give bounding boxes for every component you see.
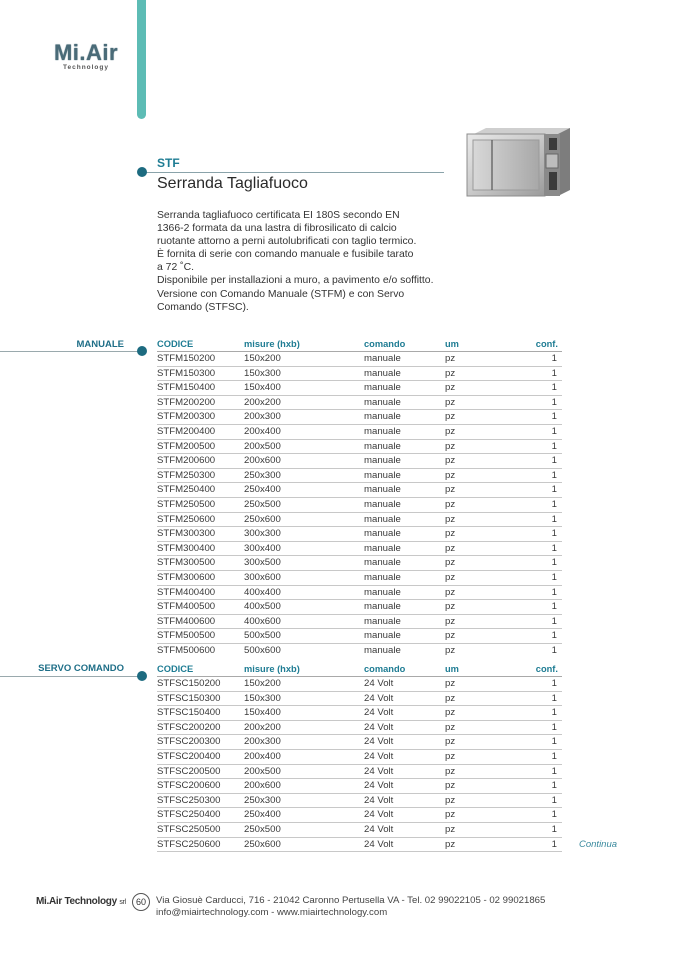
- accent-bar: [137, 0, 146, 119]
- continua-link[interactable]: Continua: [579, 839, 618, 850]
- cell-misure: 400x600: [244, 615, 281, 627]
- table-row: [157, 469, 562, 484]
- product-title: Serranda Tagliafuoco: [157, 175, 308, 192]
- cell-conf: 1: [551, 411, 557, 423]
- cell-misure: 200x300: [244, 736, 281, 748]
- cell-codice: STFM300600: [157, 571, 216, 583]
- section-divider: [0, 351, 142, 352]
- col-header-conf: conf.: [535, 339, 558, 349]
- cell-codice: STFM250600: [157, 513, 216, 525]
- cell-conf: 1: [551, 615, 557, 627]
- cell-codice: STFSC250400: [157, 809, 221, 821]
- table-row: [157, 808, 562, 823]
- cell-um: pz: [445, 644, 456, 656]
- logo-main-text: Mi.Air: [53, 40, 119, 65]
- cell-conf: 1: [551, 469, 557, 481]
- cell-um: pz: [445, 353, 456, 364]
- cell-codice: STFSC200400: [157, 750, 221, 762]
- cell-conf: 1: [551, 542, 557, 554]
- cell-comando: manuale: [364, 469, 401, 481]
- cell-comando: manuale: [364, 528, 401, 540]
- cell-um: pz: [445, 513, 456, 525]
- cell-misure: 150x200: [244, 353, 281, 364]
- cell-codice: STFM200200: [157, 396, 216, 408]
- cell-comando: 24 Volt: [364, 780, 394, 792]
- table-row: [157, 527, 562, 542]
- section-divider: [0, 676, 142, 677]
- cell-um: pz: [445, 382, 456, 394]
- table-row: [157, 644, 562, 659]
- footer-brand-suffix: srl: [119, 899, 126, 906]
- table-row: [157, 677, 562, 692]
- cell-conf: 1: [551, 601, 557, 613]
- product-code: STF: [157, 156, 180, 170]
- cell-misure: 200x400: [244, 425, 281, 437]
- cell-comando: manuale: [364, 382, 401, 394]
- col-header-um: um: [445, 339, 459, 349]
- table-row: [157, 440, 562, 455]
- logo-sub-text: Technology: [63, 64, 109, 71]
- cell-comando: manuale: [364, 542, 401, 554]
- cell-codice: STFSC150400: [157, 707, 221, 719]
- cell-conf: 1: [551, 721, 557, 733]
- cell-misure: 250x500: [244, 498, 281, 510]
- table-row: [157, 381, 562, 396]
- table-row: [157, 586, 562, 601]
- table-manuale: [157, 337, 562, 658]
- bullet-dot-icon: [137, 671, 147, 681]
- table-row: [157, 838, 562, 853]
- table-header: [157, 337, 562, 352]
- cell-um: pz: [445, 794, 456, 806]
- cell-conf: 1: [551, 644, 557, 656]
- table-servo-comando: [157, 662, 562, 852]
- cell-um: pz: [445, 396, 456, 408]
- cell-conf: 1: [551, 484, 557, 496]
- cell-codice: STFM150300: [157, 367, 216, 379]
- cell-comando: 24 Volt: [364, 765, 394, 777]
- cell-comando: manuale: [364, 498, 401, 510]
- cell-um: pz: [445, 542, 456, 554]
- table-row: [157, 352, 562, 367]
- cell-um: pz: [445, 571, 456, 583]
- description-line: Disponibile per installazioni a muro, a pavimento e/o soffitto.: [157, 275, 434, 287]
- cell-um: pz: [445, 736, 456, 748]
- table-row: [157, 692, 562, 707]
- cell-um: pz: [445, 440, 456, 452]
- title-divider: [142, 172, 444, 173]
- cell-misure: 250x300: [244, 794, 281, 806]
- cell-codice: STFSC200600: [157, 780, 221, 792]
- cell-codice: STFM300300: [157, 528, 216, 540]
- cell-um: pz: [445, 678, 456, 689]
- table-row: [157, 454, 562, 469]
- cell-codice: STFSC200200: [157, 721, 221, 733]
- cell-misure: 200x400: [244, 750, 281, 762]
- cell-comando: manuale: [364, 630, 401, 642]
- cell-comando: manuale: [364, 615, 401, 627]
- cell-codice: STFSC250300: [157, 794, 221, 806]
- table-row: [157, 425, 562, 440]
- cell-misure: 150x400: [244, 707, 281, 719]
- section-label-servo-comando: SERVO COMANDO: [38, 663, 124, 674]
- cell-codice: STFM250300: [157, 469, 216, 481]
- cell-comando: 24 Volt: [364, 692, 394, 704]
- cell-comando: 24 Volt: [364, 823, 394, 835]
- table-row: [157, 483, 562, 498]
- table-row: [157, 615, 562, 630]
- cell-misure: 200x500: [244, 440, 281, 452]
- table-header: [157, 662, 562, 677]
- cell-comando: manuale: [364, 513, 401, 525]
- cell-misure: 300x300: [244, 528, 281, 540]
- cell-comando: manuale: [364, 557, 401, 569]
- cell-um: pz: [445, 615, 456, 627]
- cell-codice: STFM200300: [157, 411, 216, 423]
- cell-um: pz: [445, 823, 456, 835]
- cell-codice: STFSC150200: [157, 678, 221, 689]
- cell-comando: manuale: [364, 411, 401, 423]
- description-line: Comando (STFSC).: [157, 301, 249, 313]
- cell-um: pz: [445, 411, 456, 423]
- col-header-misure: misure (hxb): [244, 339, 300, 349]
- table-row: [157, 779, 562, 794]
- cell-comando: manuale: [364, 601, 401, 613]
- cell-misure: 200x300: [244, 411, 281, 423]
- cell-codice: STFSC200300: [157, 736, 221, 748]
- cell-misure: 300x600: [244, 571, 281, 583]
- cell-misure: 200x600: [244, 455, 281, 467]
- cell-comando: manuale: [364, 571, 401, 583]
- description-line: ruotante attorno a perni autolubrificati con taglio termico.: [157, 236, 417, 248]
- table-row: [157, 556, 562, 571]
- description-line: È fornita di serie con comando manuale e fusibile tarato: [157, 249, 414, 261]
- col-header-codice: CODICE: [157, 664, 194, 674]
- table-row: [157, 706, 562, 721]
- cell-codice: STFM300400: [157, 542, 216, 554]
- cell-conf: 1: [551, 367, 557, 379]
- cell-conf: 1: [551, 809, 557, 821]
- cell-misure: 250x400: [244, 809, 281, 821]
- cell-conf: 1: [551, 498, 557, 510]
- section-label-manuale: MANUALE: [76, 339, 124, 350]
- cell-comando: manuale: [364, 440, 401, 452]
- bullet-dot-icon: [137, 167, 147, 177]
- cell-um: pz: [445, 838, 456, 850]
- cell-comando: 24 Volt: [364, 678, 394, 689]
- cell-codice: STFSC200500: [157, 765, 221, 777]
- cell-comando: 24 Volt: [364, 721, 394, 733]
- cell-conf: 1: [551, 823, 557, 835]
- table-row: [157, 794, 562, 809]
- product-description: [157, 209, 457, 314]
- cell-conf: 1: [551, 440, 557, 452]
- cell-codice: STFSC250600: [157, 838, 221, 850]
- product-image: [464, 124, 574, 200]
- cell-misure: 200x200: [244, 396, 281, 408]
- cell-um: pz: [445, 750, 456, 762]
- brand-logo: [36, 40, 136, 71]
- cell-misure: 150x400: [244, 382, 281, 394]
- table-row: [157, 765, 562, 780]
- cell-comando: manuale: [364, 396, 401, 408]
- bullet-dot-icon: [137, 346, 147, 356]
- col-header-codice: CODICE: [157, 339, 194, 349]
- footer-brand: [36, 896, 126, 907]
- cell-codice: STFM200500: [157, 440, 216, 452]
- col-header-comando: comando: [364, 339, 406, 349]
- cell-codice: STFM300500: [157, 557, 216, 569]
- fire-damper-icon: [464, 124, 574, 200]
- description-line: 1366-2 formata da una lastra di fibrosilicato di calcio: [157, 223, 397, 235]
- table-row: [157, 571, 562, 586]
- cell-um: pz: [445, 586, 456, 598]
- cell-conf: 1: [551, 780, 557, 792]
- col-header-comando: comando: [364, 664, 406, 674]
- cell-conf: 1: [551, 838, 557, 850]
- cell-comando: manuale: [364, 484, 401, 496]
- cell-um: pz: [445, 780, 456, 792]
- cell-conf: 1: [551, 707, 557, 719]
- footer-address: [156, 895, 545, 919]
- cell-misure: 150x200: [244, 678, 281, 689]
- cell-conf: 1: [551, 571, 557, 583]
- page-number: 60: [132, 893, 150, 911]
- cell-um: pz: [445, 630, 456, 642]
- cell-codice: STFM500500: [157, 630, 216, 642]
- cell-misure: 300x400: [244, 542, 281, 554]
- table-row: [157, 513, 562, 528]
- cell-comando: manuale: [364, 425, 401, 437]
- cell-misure: 250x300: [244, 469, 281, 481]
- table-row: [157, 750, 562, 765]
- cell-misure: 250x500: [244, 823, 281, 835]
- cell-conf: 1: [551, 557, 557, 569]
- table-row: [157, 367, 562, 382]
- col-header-conf: conf.: [535, 664, 558, 674]
- table-row: [157, 721, 562, 736]
- cell-um: pz: [445, 484, 456, 496]
- description-line: Versione con Comando Manuale (STFM) e con Servo: [157, 288, 405, 300]
- cell-codice: STFM400600: [157, 615, 216, 627]
- cell-misure: 200x600: [244, 780, 281, 792]
- cell-codice: STFSC150300: [157, 692, 221, 704]
- cell-comando: manuale: [364, 586, 401, 598]
- cell-misure: 200x500: [244, 765, 281, 777]
- cell-misure: 150x300: [244, 367, 281, 379]
- cell-comando: 24 Volt: [364, 794, 394, 806]
- col-header-um: um: [445, 664, 459, 674]
- description-line: Serranda tagliafuoco certificata EI 180S secondo EN: [157, 210, 400, 221]
- footer-brand-name: Mi.Air Technology: [36, 896, 117, 907]
- cell-conf: 1: [551, 586, 557, 598]
- cell-conf: 1: [551, 353, 557, 364]
- cell-misure: 400x400: [244, 586, 281, 598]
- cell-conf: 1: [551, 528, 557, 540]
- cell-conf: 1: [551, 678, 557, 689]
- table-row: [157, 600, 562, 615]
- cell-misure: 250x600: [244, 513, 281, 525]
- cell-um: pz: [445, 692, 456, 704]
- cell-codice: STFSC250500: [157, 823, 221, 835]
- cell-codice: STFM250500: [157, 498, 216, 510]
- cell-um: pz: [445, 469, 456, 481]
- cell-misure: 150x300: [244, 692, 281, 704]
- cell-comando: manuale: [364, 455, 401, 467]
- cell-codice: STFM200600: [157, 455, 216, 467]
- table-row: [157, 396, 562, 411]
- cell-misure: 400x500: [244, 601, 281, 613]
- cell-um: pz: [445, 367, 456, 379]
- cell-um: pz: [445, 425, 456, 437]
- cell-misure: 250x400: [244, 484, 281, 496]
- cell-um: pz: [445, 557, 456, 569]
- cell-codice: STFM500600: [157, 644, 216, 656]
- cell-um: pz: [445, 498, 456, 510]
- cell-um: pz: [445, 455, 456, 467]
- cell-conf: 1: [551, 692, 557, 704]
- cell-comando: 24 Volt: [364, 838, 394, 850]
- table-row: [157, 823, 562, 838]
- cell-conf: 1: [551, 396, 557, 408]
- table-row: [157, 629, 562, 644]
- cell-codice: STFM400500: [157, 601, 216, 613]
- cell-misure: 300x500: [244, 557, 281, 569]
- cell-codice: STFM150200: [157, 353, 216, 364]
- cell-comando: 24 Volt: [364, 736, 394, 748]
- table-row: [157, 735, 562, 750]
- cell-um: pz: [445, 721, 456, 733]
- cell-um: pz: [445, 707, 456, 719]
- cell-conf: 1: [551, 513, 557, 525]
- cell-conf: 1: [551, 425, 557, 437]
- cell-misure: 250x600: [244, 838, 281, 850]
- table-row: [157, 542, 562, 557]
- footer-address-line: Via Giosuè Carducci, 716 - 21042 Caronno Pertusella VA - Tel. 02 99022105 - 02 99021865: [156, 895, 546, 906]
- description-line: a 72 ˚C.: [157, 262, 194, 274]
- cell-codice: STFM250400: [157, 484, 216, 496]
- cell-misure: 200x200: [244, 721, 281, 733]
- cell-um: pz: [445, 601, 456, 613]
- cell-comando: manuale: [364, 367, 401, 379]
- cell-comando: 24 Volt: [364, 750, 394, 762]
- cell-conf: 1: [551, 750, 557, 762]
- cell-conf: 1: [551, 455, 557, 467]
- cell-conf: 1: [551, 736, 557, 748]
- footer-contacts-line: info@miairtechnology.com - www.miairtechnology.com: [156, 907, 388, 918]
- cell-um: pz: [445, 765, 456, 777]
- cell-conf: 1: [551, 794, 557, 806]
- cell-conf: 1: [551, 382, 557, 394]
- cell-codice: STFM400400: [157, 586, 216, 598]
- cell-misure: 500x600: [244, 644, 281, 656]
- cell-codice: STFM150400: [157, 382, 216, 394]
- cell-comando: manuale: [364, 644, 401, 656]
- col-header-misure: misure (hxb): [244, 664, 300, 674]
- cell-um: pz: [445, 528, 456, 540]
- cell-um: pz: [445, 809, 456, 821]
- table-row: [157, 498, 562, 513]
- cell-misure: 500x500: [244, 630, 281, 642]
- cell-comando: 24 Volt: [364, 809, 394, 821]
- table-row: [157, 410, 562, 425]
- cell-comando: 24 Volt: [364, 707, 394, 719]
- cell-conf: 1: [551, 765, 557, 777]
- cell-conf: 1: [551, 630, 557, 642]
- cell-comando: manuale: [364, 353, 401, 364]
- cell-codice: STFM200400: [157, 425, 216, 437]
